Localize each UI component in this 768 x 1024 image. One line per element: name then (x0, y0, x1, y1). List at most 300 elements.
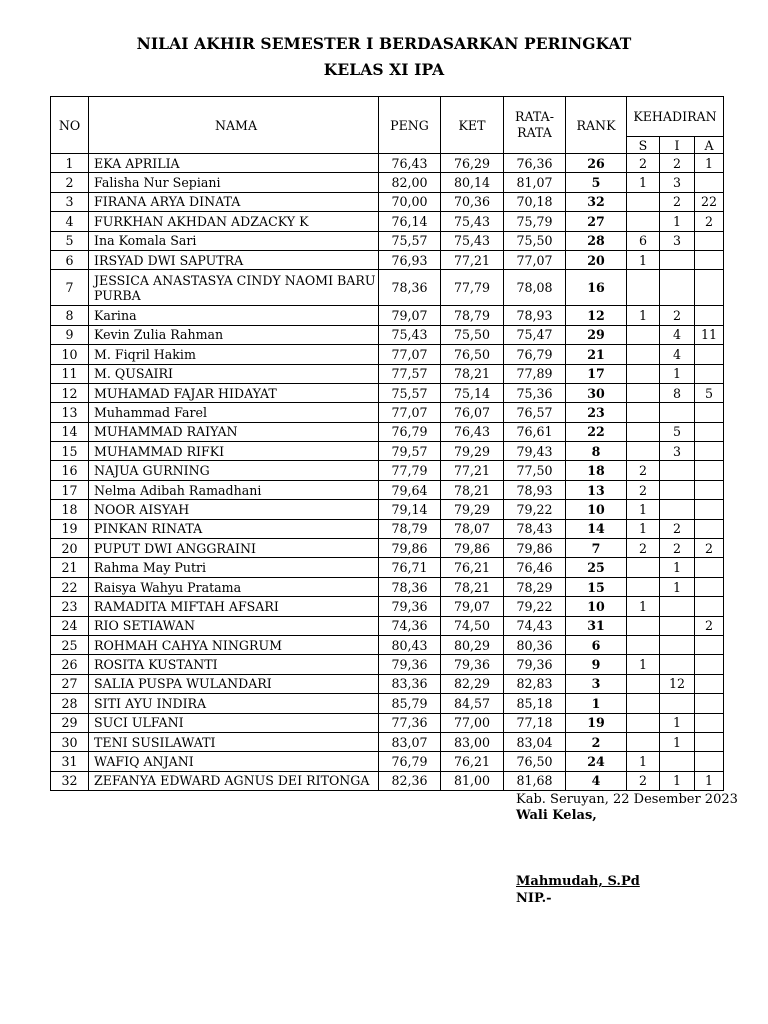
cell-rank: 28 (566, 231, 627, 250)
cell-peng: 77,07 (379, 345, 441, 364)
cell-izin: 4 (660, 325, 695, 344)
cell-rank: 12 (566, 306, 627, 325)
cell-no: 27 (51, 674, 89, 693)
cell-sakit: 1 (627, 655, 660, 674)
cell-peng: 74,36 (379, 616, 441, 635)
cell-ket: 78,79 (441, 306, 504, 325)
cell-sakit (627, 635, 660, 654)
cell-izin (660, 480, 695, 499)
cell-ket: 77,21 (441, 461, 504, 480)
cell-no: 7 (51, 270, 89, 306)
cell-no: 14 (51, 422, 89, 441)
table-row (51, 616, 724, 635)
cell-rata-rata: 85,18 (504, 694, 566, 713)
cell-izin (660, 597, 695, 616)
cell-ket: 75,43 (441, 212, 504, 231)
cell-alpa (695, 270, 724, 306)
cell-peng: 75,57 (379, 231, 441, 250)
cell-alpa (695, 480, 724, 499)
table-row (51, 577, 724, 596)
cell-peng: 85,79 (379, 694, 441, 713)
footer-date: Kab. Seruyan, 22 Desember 2023 (516, 792, 738, 807)
cell-ket: 78,21 (441, 577, 504, 596)
table-row (51, 306, 724, 325)
cell-sakit (627, 364, 660, 383)
header-rata-line1: RATA- (515, 109, 554, 124)
table-row (51, 325, 724, 344)
cell-rank: 17 (566, 364, 627, 383)
cell-alpa (695, 403, 724, 422)
table-row (51, 752, 724, 771)
header-peng: PENG (379, 97, 441, 154)
cell-alpa (695, 655, 724, 674)
table-row (51, 674, 724, 693)
header-no: NO (51, 97, 89, 154)
cell-rank: 19 (566, 713, 627, 732)
cell-peng: 77,79 (379, 461, 441, 480)
cell-no: 9 (51, 325, 89, 344)
cell-no: 4 (51, 212, 89, 231)
cell-nama: ROSITA KUSTANTI (89, 655, 379, 674)
header-i: I (660, 137, 695, 154)
cell-nama: M. QUSAIRI (89, 364, 379, 383)
cell-izin (660, 403, 695, 422)
cell-no: 26 (51, 655, 89, 674)
cell-peng: 77,36 (379, 713, 441, 732)
cell-rank: 6 (566, 635, 627, 654)
cell-rata-rata: 75,50 (504, 231, 566, 250)
cell-no: 5 (51, 231, 89, 250)
cell-no: 19 (51, 519, 89, 538)
cell-rata-rata: 75,47 (504, 325, 566, 344)
cell-no: 20 (51, 539, 89, 558)
cell-no: 3 (51, 192, 89, 211)
cell-izin (660, 250, 695, 269)
cell-ket: 78,21 (441, 364, 504, 383)
cell-rata-rata: 78,08 (504, 270, 566, 306)
cell-nama: Ina Komala Sari (89, 231, 379, 250)
cell-izin: 2 (660, 192, 695, 211)
cell-ket: 79,29 (441, 442, 504, 461)
cell-izin (660, 616, 695, 635)
cell-nama: NAJUA GURNING (89, 461, 379, 480)
cell-ket: 76,43 (441, 422, 504, 441)
cell-nama: Rahma May Putri (89, 558, 379, 577)
cell-no: 6 (51, 250, 89, 269)
cell-peng: 78,79 (379, 519, 441, 538)
cell-alpa (695, 345, 724, 364)
cell-rank: 29 (566, 325, 627, 344)
cell-sakit (627, 616, 660, 635)
table-row (51, 212, 724, 231)
cell-izin: 1 (660, 771, 695, 790)
cell-alpa: 1 (695, 154, 724, 173)
cell-rank: 3 (566, 674, 627, 693)
cell-alpa: 5 (695, 383, 724, 402)
cell-no: 10 (51, 345, 89, 364)
table-row (51, 771, 724, 790)
cell-sakit (627, 345, 660, 364)
cell-peng: 75,57 (379, 383, 441, 402)
cell-nama: RIO SETIAWAN (89, 616, 379, 635)
cell-rata-rata: 77,07 (504, 250, 566, 269)
cell-nama: FIRANA ARYA DINATA (89, 192, 379, 211)
cell-rata-rata: 77,18 (504, 713, 566, 732)
cell-rata-rata: 82,83 (504, 674, 566, 693)
table-row (51, 364, 724, 383)
cell-no: 15 (51, 442, 89, 461)
cell-rank: 24 (566, 752, 627, 771)
table-row (51, 655, 724, 674)
cell-nama: PUPUT DWI ANGGRAINI (89, 539, 379, 558)
cell-izin (660, 461, 695, 480)
cell-no: 32 (51, 771, 89, 790)
cell-nama: Nelma Adibah Ramadhani (89, 480, 379, 499)
cell-rank: 4 (566, 771, 627, 790)
table-row (51, 154, 724, 173)
cell-peng: 83,36 (379, 674, 441, 693)
cell-sakit (627, 325, 660, 344)
cell-rank: 32 (566, 192, 627, 211)
cell-rank: 26 (566, 154, 627, 173)
cell-rata-rata: 79,22 (504, 500, 566, 519)
teacher-name: Mahmudah, S.Pd (516, 874, 640, 889)
cell-alpa (695, 500, 724, 519)
cell-rank: 1 (566, 694, 627, 713)
cell-peng: 70,00 (379, 192, 441, 211)
header-rata-rata (504, 97, 566, 154)
cell-peng: 83,07 (379, 732, 441, 751)
cell-izin: 3 (660, 231, 695, 250)
table-row (51, 480, 724, 499)
cell-peng: 77,57 (379, 364, 441, 383)
cell-ket: 78,07 (441, 519, 504, 538)
cell-nama: TENI SUSILAWATI (89, 732, 379, 751)
cell-rata-rata: 78,93 (504, 480, 566, 499)
cell-ket: 78,21 (441, 480, 504, 499)
cell-ket: 77,79 (441, 270, 504, 306)
header-rank: RANK (566, 97, 627, 154)
cell-ket: 76,07 (441, 403, 504, 422)
cell-alpa (695, 597, 724, 616)
cell-alpa (695, 732, 724, 751)
cell-rank: 8 (566, 442, 627, 461)
cell-sakit: 2 (627, 154, 660, 173)
cell-nama: MUHAMMAD RAIYAN (89, 422, 379, 441)
cell-rata-rata: 81,68 (504, 771, 566, 790)
cell-rata-rata: 79,86 (504, 539, 566, 558)
cell-rank: 10 (566, 597, 627, 616)
cell-rank: 15 (566, 577, 627, 596)
cell-no: 28 (51, 694, 89, 713)
cell-peng: 75,43 (379, 325, 441, 344)
cell-nama: MUHAMMAD RIFKI (89, 442, 379, 461)
cell-nama: WAFIQ ANJANI (89, 752, 379, 771)
cell-alpa (695, 442, 724, 461)
cell-alpa: 1 (695, 771, 724, 790)
cell-sakit: 1 (627, 519, 660, 538)
cell-rata-rata: 74,43 (504, 616, 566, 635)
cell-sakit: 1 (627, 597, 660, 616)
cell-izin: 1 (660, 713, 695, 732)
cell-sakit: 1 (627, 250, 660, 269)
cell-nama: MUHAMAD FAJAR HIDAYAT (89, 383, 379, 402)
cell-ket: 76,29 (441, 154, 504, 173)
cell-peng: 79,36 (379, 655, 441, 674)
cell-ket: 82,29 (441, 674, 504, 693)
table-row (51, 694, 724, 713)
table-row (51, 635, 724, 654)
cell-sakit: 2 (627, 480, 660, 499)
cell-sakit: 2 (627, 461, 660, 480)
cell-sakit (627, 732, 660, 751)
cell-ket: 84,57 (441, 694, 504, 713)
cell-rank: 13 (566, 480, 627, 499)
cell-peng: 76,14 (379, 212, 441, 231)
cell-rank: 7 (566, 539, 627, 558)
cell-peng: 79,36 (379, 597, 441, 616)
cell-rata-rata: 70,18 (504, 192, 566, 211)
document-subtitle: KELAS XI IPA (323, 60, 445, 79)
cell-peng: 79,07 (379, 306, 441, 325)
table-row (51, 270, 724, 306)
cell-izin: 1 (660, 364, 695, 383)
cell-no: 23 (51, 597, 89, 616)
cell-izin: 8 (660, 383, 695, 402)
cell-peng: 76,71 (379, 558, 441, 577)
cell-izin: 12 (660, 674, 695, 693)
cell-ket: 77,00 (441, 713, 504, 732)
footer-role: Wali Kelas, (516, 808, 597, 823)
table-row (51, 519, 724, 538)
cell-alpa (695, 422, 724, 441)
cell-rata-rata: 78,43 (504, 519, 566, 538)
header-nama: NAMA (89, 97, 379, 154)
table-row (51, 403, 724, 422)
cell-rank: 16 (566, 270, 627, 306)
cell-rata-rata: 76,50 (504, 752, 566, 771)
cell-rata-rata: 79,43 (504, 442, 566, 461)
cell-rank: 23 (566, 403, 627, 422)
cell-no: 29 (51, 713, 89, 732)
table-body (51, 154, 724, 791)
cell-no: 2 (51, 173, 89, 192)
cell-no: 22 (51, 577, 89, 596)
table-row (51, 250, 724, 269)
cell-alpa (695, 231, 724, 250)
cell-sakit (627, 270, 660, 306)
cell-izin (660, 694, 695, 713)
cell-nama: PINKAN RINATA (89, 519, 379, 538)
cell-izin: 2 (660, 519, 695, 538)
cell-ket: 76,21 (441, 558, 504, 577)
cell-izin: 2 (660, 539, 695, 558)
cell-sakit: 6 (627, 231, 660, 250)
cell-peng: 79,86 (379, 539, 441, 558)
cell-ket: 83,00 (441, 732, 504, 751)
cell-rata-rata: 78,93 (504, 306, 566, 325)
table-row (51, 732, 724, 751)
cell-alpa (695, 674, 724, 693)
cell-alpa (695, 752, 724, 771)
cell-peng: 79,57 (379, 442, 441, 461)
cell-rank: 9 (566, 655, 627, 674)
cell-rank: 21 (566, 345, 627, 364)
cell-peng: 80,43 (379, 635, 441, 654)
cell-peng: 77,07 (379, 403, 441, 422)
cell-rata-rata: 76,36 (504, 154, 566, 173)
cell-nama: Muhammad Farel (89, 403, 379, 422)
table-row (51, 383, 724, 402)
cell-izin: 1 (660, 558, 695, 577)
cell-sakit (627, 403, 660, 422)
cell-no: 16 (51, 461, 89, 480)
cell-ket: 79,36 (441, 655, 504, 674)
cell-sakit (627, 422, 660, 441)
cell-no: 31 (51, 752, 89, 771)
table-row (51, 539, 724, 558)
cell-izin: 2 (660, 306, 695, 325)
cell-no: 13 (51, 403, 89, 422)
cell-rata-rata: 78,29 (504, 577, 566, 596)
cell-sakit (627, 383, 660, 402)
document-title: NILAI AKHIR SEMESTER I BERDASARKAN PERINGKAT (136, 34, 632, 53)
cell-izin: 5 (660, 422, 695, 441)
cell-izin (660, 270, 695, 306)
header-kehadiran: KEHADIRAN (627, 97, 724, 137)
cell-rata-rata: 77,89 (504, 364, 566, 383)
cell-ket: 75,43 (441, 231, 504, 250)
cell-ket: 79,29 (441, 500, 504, 519)
cell-rata-rata: 76,61 (504, 422, 566, 441)
cell-izin: 2 (660, 154, 695, 173)
cell-no: 30 (51, 732, 89, 751)
header-s: S (627, 137, 660, 154)
cell-no: 17 (51, 480, 89, 499)
cell-nama: IRSYAD DWI SAPUTRA (89, 250, 379, 269)
cell-rank: 25 (566, 558, 627, 577)
cell-ket: 76,21 (441, 752, 504, 771)
cell-alpa (695, 519, 724, 538)
cell-sakit: 1 (627, 173, 660, 192)
cell-peng: 78,36 (379, 577, 441, 596)
cell-rank: 2 (566, 732, 627, 751)
cell-ket: 76,50 (441, 345, 504, 364)
cell-rank: 30 (566, 383, 627, 402)
cell-alpa: 2 (695, 212, 724, 231)
cell-nama: Karina (89, 306, 379, 325)
cell-rata-rata: 80,36 (504, 635, 566, 654)
cell-sakit: 2 (627, 771, 660, 790)
table-row (51, 345, 724, 364)
cell-sakit (627, 577, 660, 596)
cell-nama: JESSICA ANASTASYA CINDY NAOMI BARU PURBA (89, 270, 379, 306)
header-a: A (695, 137, 724, 154)
table-row (51, 461, 724, 480)
cell-rank: 31 (566, 616, 627, 635)
cell-rata-rata: 76,79 (504, 345, 566, 364)
cell-rank: 14 (566, 519, 627, 538)
cell-ket: 74,50 (441, 616, 504, 635)
cell-ket: 80,14 (441, 173, 504, 192)
cell-nama: Kevin Zulia Rahman (89, 325, 379, 344)
cell-no: 1 (51, 154, 89, 173)
cell-nama: ROHMAH CAHYA NINGRUM (89, 635, 379, 654)
cell-peng: 79,14 (379, 500, 441, 519)
header-ket: KET (441, 97, 504, 154)
cell-nama: NOOR AISYAH (89, 500, 379, 519)
table-row (51, 231, 724, 250)
cell-alpa (695, 364, 724, 383)
cell-no: 21 (51, 558, 89, 577)
table-row (51, 597, 724, 616)
cell-nama: ZEFANYA EDWARD AGNUS DEI RITONGA (89, 771, 379, 790)
cell-nama: Raisya Wahyu Pratama (89, 577, 379, 596)
cell-sakit: 2 (627, 539, 660, 558)
cell-nama: Falisha Nur Sepiani (89, 173, 379, 192)
cell-peng: 82,00 (379, 173, 441, 192)
cell-rata-rata: 76,46 (504, 558, 566, 577)
cell-izin: 1 (660, 577, 695, 596)
cell-ket: 80,29 (441, 635, 504, 654)
cell-izin (660, 500, 695, 519)
cell-ket: 75,50 (441, 325, 504, 344)
cell-peng: 76,79 (379, 752, 441, 771)
cell-sakit: 1 (627, 500, 660, 519)
cell-sakit: 1 (627, 306, 660, 325)
cell-sakit (627, 192, 660, 211)
cell-alpa (695, 577, 724, 596)
cell-sakit (627, 212, 660, 231)
cell-alpa: 2 (695, 616, 724, 635)
cell-peng: 78,36 (379, 270, 441, 306)
cell-peng: 76,43 (379, 154, 441, 173)
table-row (51, 500, 724, 519)
cell-no: 12 (51, 383, 89, 402)
cell-alpa: 22 (695, 192, 724, 211)
cell-peng: 82,36 (379, 771, 441, 790)
cell-rank: 18 (566, 461, 627, 480)
cell-nama: EKA APRILIA (89, 154, 379, 173)
cell-nama: FURKHAN AKHDAN ADZACKY K (89, 212, 379, 231)
table-row (51, 558, 724, 577)
cell-sakit: 1 (627, 752, 660, 771)
cell-ket: 81,00 (441, 771, 504, 790)
cell-no: 11 (51, 364, 89, 383)
cell-peng: 76,93 (379, 250, 441, 269)
cell-nama: M. Fiqril Hakim (89, 345, 379, 364)
cell-rata-rata: 83,04 (504, 732, 566, 751)
grades-table (50, 96, 724, 791)
cell-alpa: 11 (695, 325, 724, 344)
cell-izin: 1 (660, 212, 695, 231)
header-row (51, 97, 724, 137)
cell-alpa (695, 250, 724, 269)
table-row (51, 713, 724, 732)
cell-sakit (627, 674, 660, 693)
cell-no: 25 (51, 635, 89, 654)
cell-nama: RAMADITA MIFTAH AFSARI (89, 597, 379, 616)
cell-rank: 22 (566, 422, 627, 441)
teacher-nip: NIP.- (516, 891, 552, 906)
cell-ket: 70,36 (441, 192, 504, 211)
cell-rank: 20 (566, 250, 627, 269)
table-row (51, 173, 724, 192)
cell-nama: SALIA PUSPA WULANDARI (89, 674, 379, 693)
cell-no: 24 (51, 616, 89, 635)
cell-peng: 79,64 (379, 480, 441, 499)
table-row (51, 442, 724, 461)
